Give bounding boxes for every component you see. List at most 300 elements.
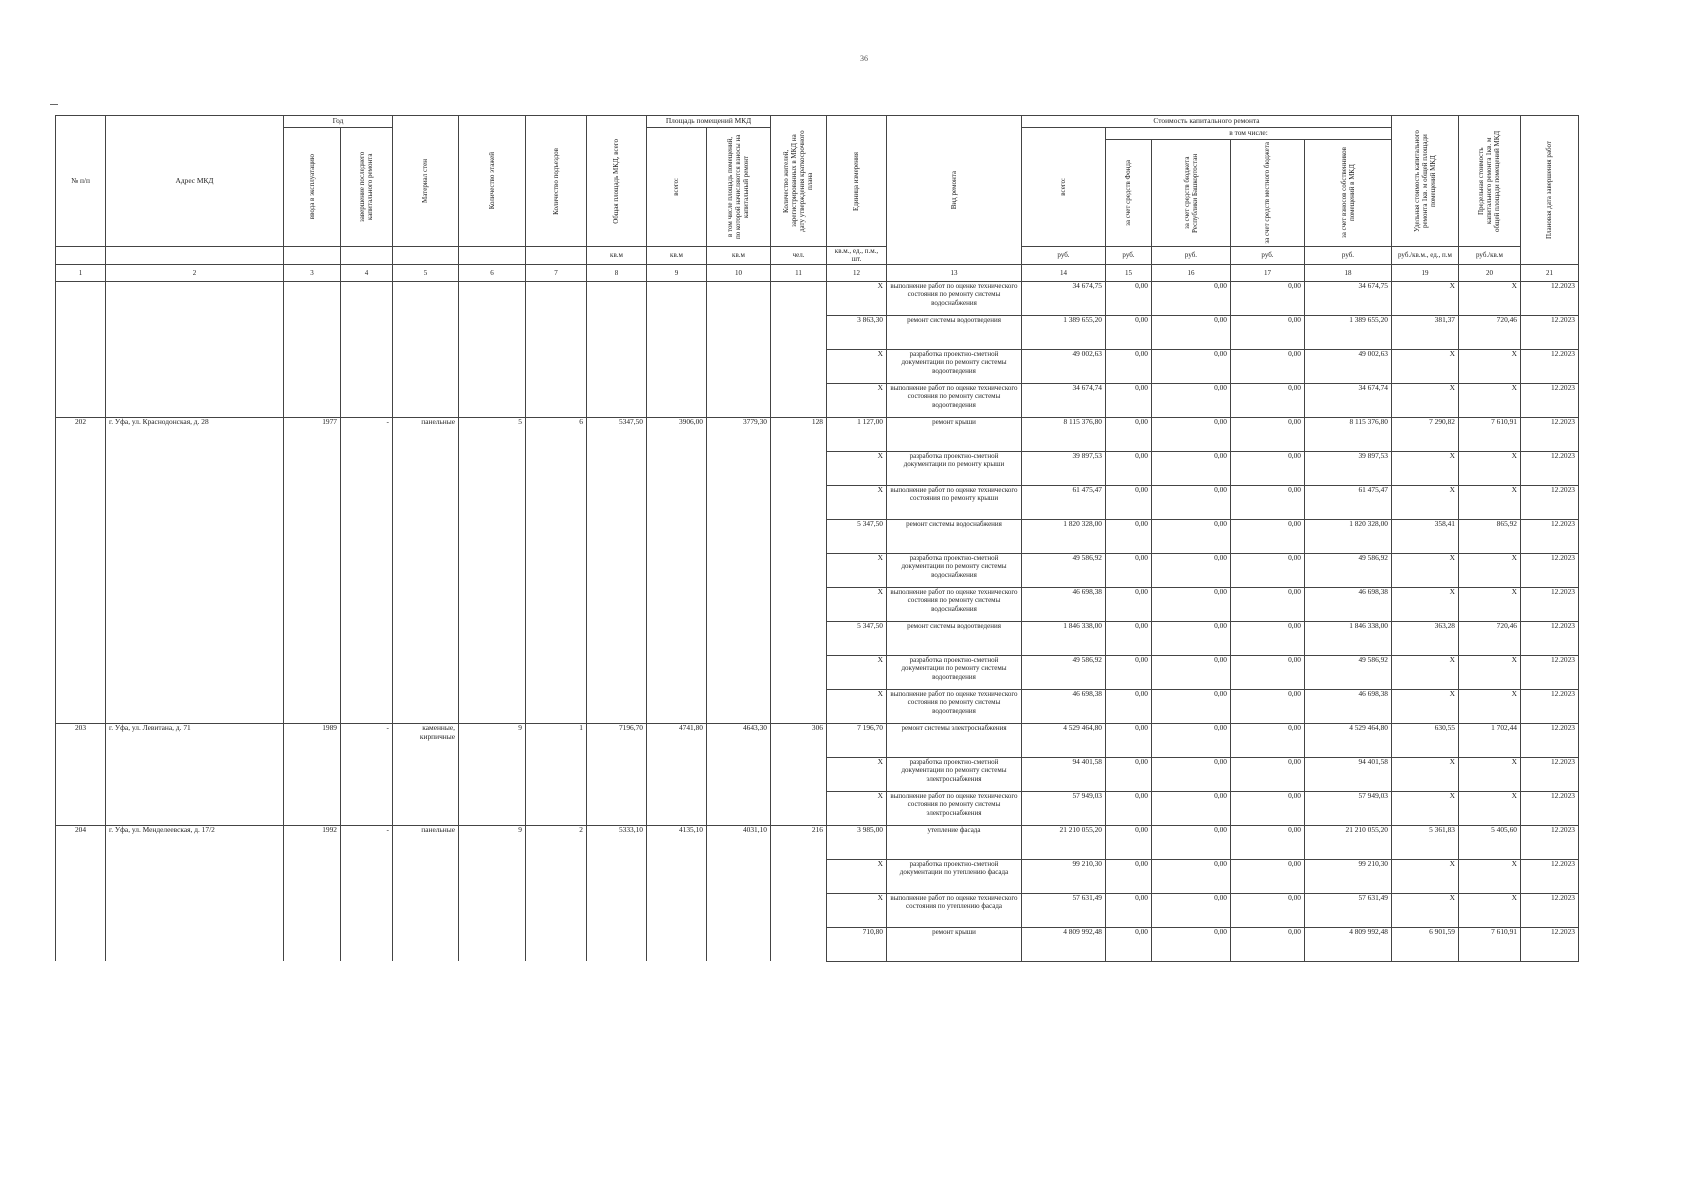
- row-number: [56, 927, 106, 961]
- planned-date-cell: 12.2023: [1521, 791, 1579, 825]
- floors-cell: 9: [459, 723, 526, 757]
- table-row: [56, 689, 1579, 723]
- cost-total-cell: 1 820 328,00: [1022, 519, 1106, 553]
- cost-local-cell: 0,00: [1231, 689, 1305, 723]
- premises-total-cell: [647, 383, 707, 417]
- specific-cost-cell: X: [1392, 791, 1459, 825]
- wall-material-cell: [393, 621, 459, 655]
- cost-owners-cell: 1 389 655,20: [1305, 315, 1392, 349]
- page-number: 36: [860, 54, 868, 63]
- wall-material-cell: [393, 927, 459, 961]
- hdr-premises-owned: в том числе площадь помещений, по которой начисляются взносы на капитальный ремонт: [707, 128, 771, 247]
- margin-mark: [50, 104, 58, 105]
- planned-date-cell: 12.2023: [1521, 451, 1579, 485]
- floors-cell: [459, 621, 526, 655]
- cost-total-cell: 49 586,92: [1022, 655, 1106, 689]
- wall-material-cell: [393, 349, 459, 383]
- unit-c2: [106, 247, 284, 265]
- entrances-cell: [526, 587, 587, 621]
- premises-owned-cell: 4031,10: [707, 825, 771, 859]
- row-number: [56, 485, 106, 519]
- specific-cost-cell: X: [1392, 757, 1459, 791]
- max-cost-cell: X: [1459, 451, 1521, 485]
- col-number: 16: [1152, 264, 1231, 281]
- col-number: 7: [526, 264, 587, 281]
- max-cost-cell: 720,46: [1459, 621, 1521, 655]
- floors-cell: [459, 859, 526, 893]
- work-type-cell: выполнение работ по оценке технического состояния по ремонту системы водоснабжения: [887, 281, 1022, 315]
- work-type-cell: разработка проектно-сметной документации по утеплению фасада: [887, 859, 1022, 893]
- cost-fund-cell: 0,00: [1106, 825, 1152, 859]
- quantity-cell: X: [827, 587, 887, 621]
- residents-cell: [771, 893, 827, 927]
- wall-material-cell: [393, 757, 459, 791]
- planned-date-cell: 12.2023: [1521, 553, 1579, 587]
- hdr-unit: Единица измерения: [827, 116, 887, 247]
- work-type-cell: ремонт системы электроснабжения: [887, 723, 1022, 757]
- floors-cell: [459, 349, 526, 383]
- work-type-cell: ремонт системы водоотведения: [887, 315, 1022, 349]
- wall-material-cell: каменные, кирпичные: [393, 723, 459, 757]
- entrances-cell: [526, 349, 587, 383]
- work-type-cell: разработка проектно-сметной документации по ремонту системы электроснабжения: [887, 757, 1022, 791]
- col-number: 4: [341, 264, 393, 281]
- hdr-floors: Количество этажей: [459, 116, 526, 247]
- capital-repair-table: [55, 115, 1579, 962]
- wall-material-cell: [393, 689, 459, 723]
- cost-total-cell: 57 949,03: [1022, 791, 1106, 825]
- col-number: 18: [1305, 264, 1392, 281]
- planned-date-cell: 12.2023: [1521, 349, 1579, 383]
- total-area-cell: [587, 791, 647, 825]
- quantity-cell: X: [827, 451, 887, 485]
- entrances-cell: [526, 485, 587, 519]
- row-number: [56, 349, 106, 383]
- hdr-year-commission: ввода в эксплуатацию: [284, 128, 341, 247]
- floors-cell: [459, 383, 526, 417]
- year-commission-cell: [284, 893, 341, 927]
- hdr-cost-owners: за счет взносов собственников помещений в МКД: [1305, 140, 1392, 247]
- cost-local-cell: 0,00: [1231, 927, 1305, 961]
- table-row: [56, 281, 1579, 315]
- col-number: 13: [887, 264, 1022, 281]
- row-number: [56, 791, 106, 825]
- table-row: [56, 485, 1579, 519]
- planned-date-cell: 12.2023: [1521, 383, 1579, 417]
- premises-total-cell: [647, 519, 707, 553]
- max-cost-cell: X: [1459, 655, 1521, 689]
- work-type-cell: выполнение работ по оценке технического состояния по ремонту системы электроснабжения: [887, 791, 1022, 825]
- unit-c12: кв.м., ед., п.м., шт.: [827, 247, 887, 265]
- floors-cell: [459, 587, 526, 621]
- specific-cost-cell: X: [1392, 689, 1459, 723]
- entrances-cell: [526, 519, 587, 553]
- address-cell: [106, 485, 284, 519]
- premises-owned-cell: [707, 315, 771, 349]
- max-cost-cell: X: [1459, 757, 1521, 791]
- quantity-cell: X: [827, 757, 887, 791]
- specific-cost-cell: X: [1392, 281, 1459, 315]
- table-row: [56, 553, 1579, 587]
- table-row: [56, 315, 1579, 349]
- planned-date-cell: 12.2023: [1521, 723, 1579, 757]
- cost-fund-cell: 0,00: [1106, 281, 1152, 315]
- cost-total-cell: 61 475,47: [1022, 485, 1106, 519]
- cost-local-cell: 0,00: [1231, 859, 1305, 893]
- premises-total-cell: 4741,80: [647, 723, 707, 757]
- col-number: 9: [647, 264, 707, 281]
- specific-cost-cell: X: [1392, 553, 1459, 587]
- year-last-repair-cell: [341, 621, 393, 655]
- specific-cost-cell: 358,41: [1392, 519, 1459, 553]
- year-commission-cell: [284, 791, 341, 825]
- residents-cell: [771, 655, 827, 689]
- wall-material-cell: [393, 553, 459, 587]
- year-last-repair-cell: [341, 349, 393, 383]
- specific-cost-cell: X: [1392, 485, 1459, 519]
- col-number: 6: [459, 264, 526, 281]
- table-row: [56, 655, 1579, 689]
- premises-total-cell: [647, 689, 707, 723]
- unit-c11: чел.: [771, 247, 827, 265]
- row-number: [56, 553, 106, 587]
- cost-republic-cell: 0,00: [1152, 315, 1231, 349]
- max-cost-cell: 1 702,44: [1459, 723, 1521, 757]
- premises-owned-cell: [707, 587, 771, 621]
- table-row: [56, 451, 1579, 485]
- planned-date-cell: 12.2023: [1521, 893, 1579, 927]
- cost-local-cell: 0,00: [1231, 791, 1305, 825]
- cost-republic-cell: 0,00: [1152, 519, 1231, 553]
- col-number: 2: [106, 264, 284, 281]
- work-type-cell: разработка проектно-сметной документации по ремонту крыши: [887, 451, 1022, 485]
- hdr-year-group: Год: [284, 116, 393, 128]
- specific-cost-cell: X: [1392, 893, 1459, 927]
- floors-cell: [459, 519, 526, 553]
- max-cost-cell: X: [1459, 893, 1521, 927]
- premises-owned-cell: [707, 859, 771, 893]
- floors-cell: [459, 791, 526, 825]
- wall-material-cell: [393, 893, 459, 927]
- hdr-address: Адрес МКД: [106, 116, 284, 247]
- max-cost-cell: 7 610,91: [1459, 927, 1521, 961]
- table-row: [56, 417, 1579, 451]
- specific-cost-cell: 6 901,59: [1392, 927, 1459, 961]
- year-commission-cell: [284, 281, 341, 315]
- floors-cell: [459, 927, 526, 961]
- cost-owners-cell: 4 809 992,48: [1305, 927, 1392, 961]
- planned-date-cell: 12.2023: [1521, 587, 1579, 621]
- residents-cell: [771, 451, 827, 485]
- cost-local-cell: 0,00: [1231, 655, 1305, 689]
- quantity-cell: X: [827, 349, 887, 383]
- cost-owners-cell: 46 698,38: [1305, 689, 1392, 723]
- year-last-repair-cell: [341, 655, 393, 689]
- premises-owned-cell: [707, 451, 771, 485]
- hdr-cost-republic: за счет средств бюджета Республики Башкортостан: [1152, 140, 1231, 247]
- hdr-total-area: Общая площадь МКД, всего: [587, 116, 647, 247]
- cost-owners-cell: 57 631,49: [1305, 893, 1392, 927]
- cost-fund-cell: 0,00: [1106, 621, 1152, 655]
- cost-local-cell: 0,00: [1231, 553, 1305, 587]
- total-area-cell: 5333,10: [587, 825, 647, 859]
- residents-cell: 216: [771, 825, 827, 859]
- table-row: [56, 349, 1579, 383]
- col-number: 5: [393, 264, 459, 281]
- cost-fund-cell: 0,00: [1106, 859, 1152, 893]
- residents-cell: [771, 927, 827, 961]
- max-cost-cell: 7 610,91: [1459, 417, 1521, 451]
- quantity-cell: X: [827, 383, 887, 417]
- floors-cell: 5: [459, 417, 526, 451]
- cost-republic-cell: 0,00: [1152, 757, 1231, 791]
- cost-total-cell: 99 210,30: [1022, 859, 1106, 893]
- col-number: 11: [771, 264, 827, 281]
- premises-total-cell: [647, 281, 707, 315]
- row-number: [56, 621, 106, 655]
- cost-fund-cell: 0,00: [1106, 315, 1152, 349]
- max-cost-cell: X: [1459, 553, 1521, 587]
- specific-cost-cell: 381,37: [1392, 315, 1459, 349]
- max-cost-cell: X: [1459, 689, 1521, 723]
- row-number: [56, 451, 106, 485]
- table-body: [56, 281, 1579, 961]
- address-cell: [106, 655, 284, 689]
- year-commission-cell: [284, 621, 341, 655]
- planned-date-cell: 12.2023: [1521, 689, 1579, 723]
- cost-fund-cell: 0,00: [1106, 349, 1152, 383]
- quantity-cell: X: [827, 859, 887, 893]
- entrances-cell: [526, 621, 587, 655]
- cost-republic-cell: 0,00: [1152, 723, 1231, 757]
- unit-c7: [526, 247, 587, 265]
- total-area-cell: [587, 893, 647, 927]
- unit-c17: руб.: [1231, 247, 1305, 265]
- year-commission-cell: [284, 689, 341, 723]
- wall-material-cell: панельные: [393, 825, 459, 859]
- planned-date-cell: 12.2023: [1521, 621, 1579, 655]
- year-last-repair-cell: [341, 281, 393, 315]
- work-type-cell: разработка проектно-сметной документации по ремонту системы водоотведения: [887, 349, 1022, 383]
- hdr-cost-fund: за счет средств Фонда: [1106, 140, 1152, 247]
- total-area-cell: [587, 757, 647, 791]
- unit-c14: руб.: [1022, 247, 1106, 265]
- address-cell: [106, 621, 284, 655]
- max-cost-cell: X: [1459, 791, 1521, 825]
- col-number: 1: [56, 264, 106, 281]
- max-cost-cell: X: [1459, 485, 1521, 519]
- premises-total-cell: 3906,00: [647, 417, 707, 451]
- row-number: [56, 655, 106, 689]
- year-last-repair-cell: [341, 553, 393, 587]
- cost-local-cell: 0,00: [1231, 417, 1305, 451]
- year-last-repair-cell: [341, 757, 393, 791]
- specific-cost-cell: 630,55: [1392, 723, 1459, 757]
- cost-fund-cell: 0,00: [1106, 927, 1152, 961]
- table-row: [56, 519, 1579, 553]
- year-commission-cell: [284, 383, 341, 417]
- cost-local-cell: 0,00: [1231, 519, 1305, 553]
- max-cost-cell: X: [1459, 587, 1521, 621]
- floors-cell: [459, 553, 526, 587]
- work-type-cell: ремонт крыши: [887, 927, 1022, 961]
- year-commission-cell: 1989: [284, 723, 341, 757]
- cost-fund-cell: 0,00: [1106, 383, 1152, 417]
- work-type-cell: ремонт крыши: [887, 417, 1022, 451]
- quantity-cell: 710,80: [827, 927, 887, 961]
- address-cell: [106, 281, 284, 315]
- cost-fund-cell: 0,00: [1106, 655, 1152, 689]
- cost-fund-cell: 0,00: [1106, 553, 1152, 587]
- residents-cell: [771, 281, 827, 315]
- quantity-cell: X: [827, 689, 887, 723]
- specific-cost-cell: X: [1392, 349, 1459, 383]
- year-commission-cell: [284, 927, 341, 961]
- cost-republic-cell: 0,00: [1152, 927, 1231, 961]
- unit-c18: руб.: [1305, 247, 1392, 265]
- year-commission-cell: [284, 315, 341, 349]
- specific-cost-cell: X: [1392, 451, 1459, 485]
- col-number: 20: [1459, 264, 1521, 281]
- premises-total-cell: [647, 893, 707, 927]
- year-commission-cell: [284, 485, 341, 519]
- col-number: 12: [827, 264, 887, 281]
- residents-cell: [771, 757, 827, 791]
- wall-material-cell: [393, 451, 459, 485]
- col-number: 8: [587, 264, 647, 281]
- quantity-cell: X: [827, 791, 887, 825]
- entrances-cell: [526, 757, 587, 791]
- cost-owners-cell: 4 529 464,80: [1305, 723, 1392, 757]
- total-area-cell: [587, 485, 647, 519]
- entrances-cell: 2: [526, 825, 587, 859]
- premises-owned-cell: [707, 621, 771, 655]
- cost-owners-cell: 49 002,63: [1305, 349, 1392, 383]
- residents-cell: [771, 689, 827, 723]
- premises-owned-cell: [707, 281, 771, 315]
- year-last-repair-cell: -: [341, 723, 393, 757]
- premises-owned-cell: [707, 927, 771, 961]
- residents-cell: [771, 519, 827, 553]
- year-last-repair-cell: -: [341, 417, 393, 451]
- max-cost-cell: X: [1459, 349, 1521, 383]
- premises-total-cell: [647, 451, 707, 485]
- address-cell: г. Уфа, ул. Краснодонская, д. 28: [106, 417, 284, 451]
- cost-local-cell: 0,00: [1231, 281, 1305, 315]
- cost-total-cell: 46 698,38: [1022, 587, 1106, 621]
- unit-c3: [284, 247, 341, 265]
- cost-fund-cell: 0,00: [1106, 723, 1152, 757]
- year-commission-cell: [284, 757, 341, 791]
- address-cell: [106, 893, 284, 927]
- unit-c15: руб.: [1106, 247, 1152, 265]
- cost-local-cell: 0,00: [1231, 315, 1305, 349]
- premises-owned-cell: [707, 485, 771, 519]
- year-last-repair-cell: [341, 315, 393, 349]
- cost-local-cell: 0,00: [1231, 383, 1305, 417]
- cost-republic-cell: 0,00: [1152, 451, 1231, 485]
- cost-total-cell: 49 586,92: [1022, 553, 1106, 587]
- table-row: [56, 893, 1579, 927]
- cost-owners-cell: 46 698,38: [1305, 587, 1392, 621]
- wall-material-cell: [393, 281, 459, 315]
- residents-cell: [771, 621, 827, 655]
- hdr-max-cost: Предельная стоимость капитального ремонта 1кв. м общей площади помещений МКД: [1459, 116, 1521, 247]
- floors-cell: [459, 315, 526, 349]
- entrances-cell: [526, 927, 587, 961]
- entrances-cell: [526, 281, 587, 315]
- residents-cell: [771, 791, 827, 825]
- wall-material-cell: [393, 791, 459, 825]
- planned-date-cell: 12.2023: [1521, 281, 1579, 315]
- address-cell: г. Уфа, ул. Менделеевская, д. 17/2: [106, 825, 284, 859]
- row-number: [56, 281, 106, 315]
- cost-fund-cell: 0,00: [1106, 791, 1152, 825]
- cost-total-cell: 46 698,38: [1022, 689, 1106, 723]
- residents-cell: [771, 553, 827, 587]
- wall-material-cell: [393, 859, 459, 893]
- cost-total-cell: 21 210 055,20: [1022, 825, 1106, 859]
- planned-date-cell: 12.2023: [1521, 927, 1579, 961]
- col-number: 14: [1022, 264, 1106, 281]
- planned-date-cell: 12.2023: [1521, 757, 1579, 791]
- floors-cell: [459, 757, 526, 791]
- year-commission-cell: [284, 553, 341, 587]
- table-row: [56, 621, 1579, 655]
- hdr-year-last-repair: завершение последнего капитального ремонта: [341, 128, 393, 247]
- max-cost-cell: 720,46: [1459, 315, 1521, 349]
- year-last-repair-cell: -: [341, 825, 393, 859]
- col-number: 21: [1521, 264, 1579, 281]
- unit-c4: [341, 247, 393, 265]
- address-cell: г. Уфа, ул. Левитана, д. 71: [106, 723, 284, 757]
- wall-material-cell: [393, 587, 459, 621]
- year-commission-cell: [284, 349, 341, 383]
- year-last-repair-cell: [341, 587, 393, 621]
- cost-republic-cell: 0,00: [1152, 689, 1231, 723]
- address-cell: [106, 451, 284, 485]
- residents-cell: [771, 315, 827, 349]
- hdr-cost-including: в том числе:: [1106, 128, 1392, 140]
- col-number: 19: [1392, 264, 1459, 281]
- unit-c20: руб./кв.м: [1459, 247, 1521, 265]
- unit-c8: кв.м: [587, 247, 647, 265]
- planned-date-cell: 12.2023: [1521, 417, 1579, 451]
- column-numbers-row: [56, 264, 1579, 281]
- entrances-cell: [526, 791, 587, 825]
- year-last-repair-cell: [341, 791, 393, 825]
- floors-cell: [459, 893, 526, 927]
- total-area-cell: [587, 587, 647, 621]
- premises-total-cell: [647, 587, 707, 621]
- total-area-cell: [587, 281, 647, 315]
- table-row: [56, 757, 1579, 791]
- premises-owned-cell: 3779,30: [707, 417, 771, 451]
- cost-total-cell: 1 389 655,20: [1022, 315, 1106, 349]
- cost-republic-cell: 0,00: [1152, 417, 1231, 451]
- specific-cost-cell: 363,28: [1392, 621, 1459, 655]
- year-commission-cell: 1992: [284, 825, 341, 859]
- premises-owned-cell: [707, 383, 771, 417]
- unit-c16: руб.: [1152, 247, 1231, 265]
- cost-owners-cell: 57 949,03: [1305, 791, 1392, 825]
- row-number: 204: [56, 825, 106, 859]
- premises-owned-cell: [707, 689, 771, 723]
- wall-material-cell: [393, 519, 459, 553]
- unit-c10: кв.м: [707, 247, 771, 265]
- work-type-cell: выполнение работ по оценке технического состояния по утеплению фасада: [887, 893, 1022, 927]
- cost-republic-cell: 0,00: [1152, 383, 1231, 417]
